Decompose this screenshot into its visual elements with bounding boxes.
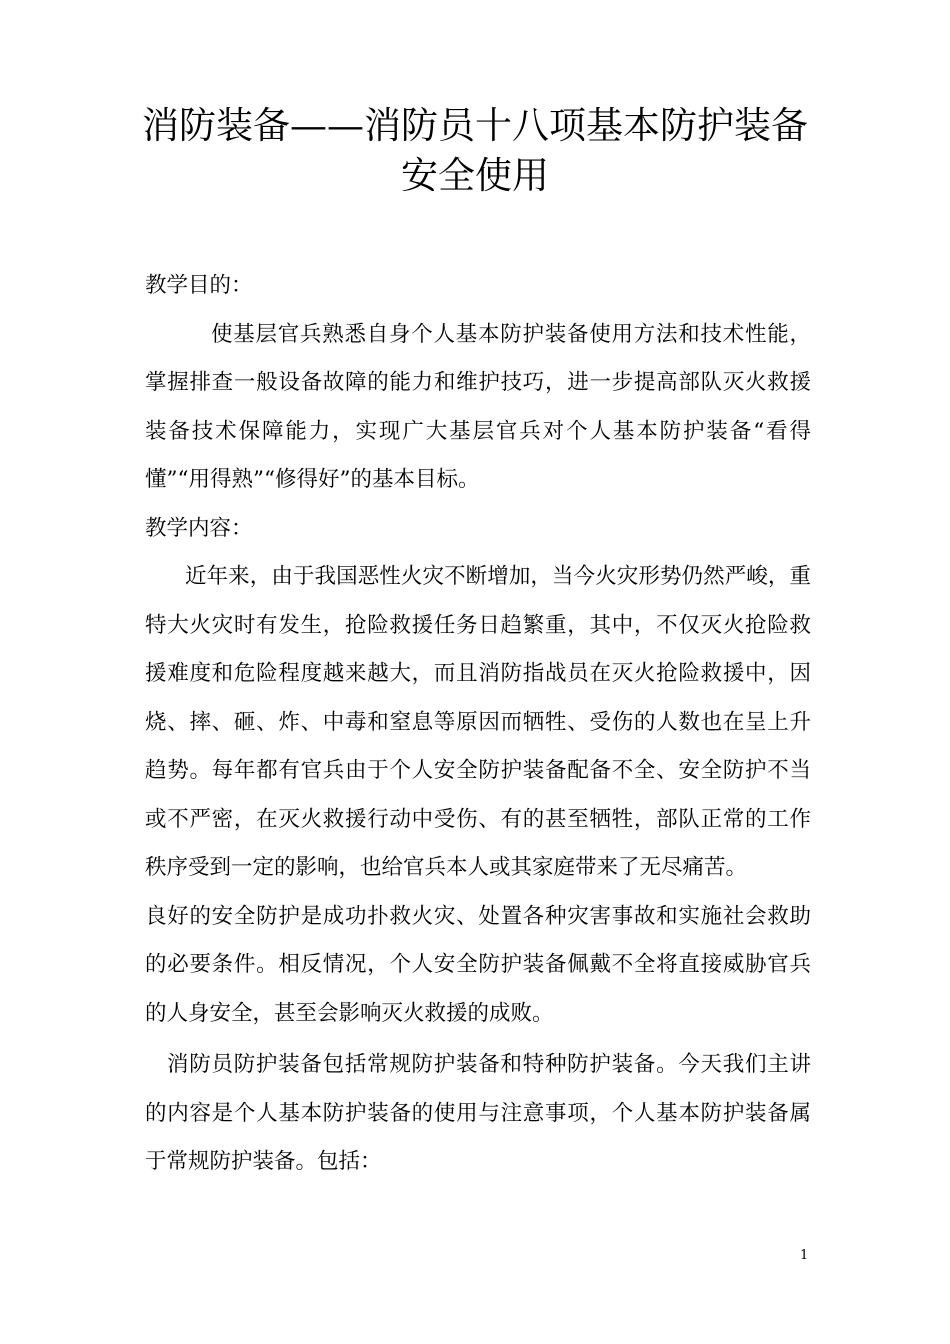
paragraph-content-3: 消防员防护装备包括常规防护装备和特种防护装备。今天我们主讲的内容是个人基本防护装备的使用与注意事项，个人基本防护装备属于常规防护装备。包括： [145, 1052, 811, 1174]
paragraph-content-1: 近年来，由于我国恶性火灾不断增加，当今火灾形势仍然严峻，重特大火灾时有发生，抢险救援任务日趋繁重，其中，不仅灭火抢险救援难度和危险程度越来越大，而且消防指战员在灭火抢险救援中，因烧、摔、砸、炸、中毒和窒息等原因而牺牲、受伤的人数也在呈上升趋势。每年都有官兵由于个人安全防护装备配备不全、安全防护不当或不严密，在灭火救援行动中受伤、有的甚至牺牲，部队正常的工作秩序受到一定的影响，也给官兵本人或其家庭带来了无尽痛苦。 [145, 564, 811, 880]
paragraph-content-2: 良好的安全防护是成功扑救火灾、处置各种灾害事故和实施社会救助的必要条件。相反情况，个人安全防护装备佩戴不全将直接威胁官兵的人身安全，甚至会影响灭火救援的成败。 [145, 903, 811, 1026]
paragraph-objective: 使基层官兵熟悉自身个人基本防护装备使用方法和技术性能，掌握排查一般设备故障的能力和维护技巧，进一步提高部队灭火救援装备技术保障能力，实现广大基层官兵对个人基本防护装备“看得懂”“用得熟”“修得好”的基本目标。 [145, 321, 811, 492]
document-title-line-1: 消防装备——消防员十八项基本防护装备 [142, 104, 808, 147]
page-number: 1 [800, 1248, 809, 1263]
section-heading-objective: 教学目的： [145, 273, 253, 298]
section-heading-content: 教学内容： [145, 515, 253, 541]
document-title-line-2: 安全使用 [401, 154, 549, 197]
document-body [145, 262, 811, 1187]
